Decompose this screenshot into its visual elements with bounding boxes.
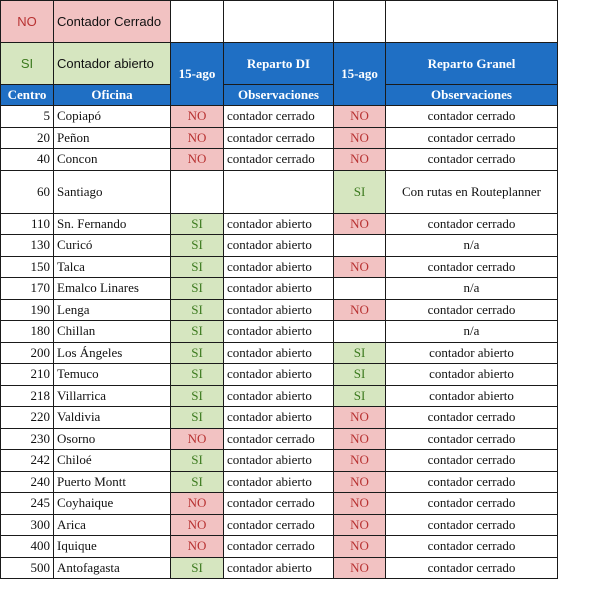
cell-di-observaciones: contador abierto (224, 407, 334, 429)
cell-granel-status (334, 321, 386, 343)
cell-di-status: SI (171, 407, 224, 429)
cell-granel-status: SI (334, 342, 386, 364)
cell-di-status: SI (171, 450, 224, 472)
cell-centro: 60 (1, 170, 54, 213)
cell-oficina: Temuco (54, 364, 171, 386)
cell-di-observaciones: contador cerrado (224, 536, 334, 558)
cell-di-status: SI (171, 364, 224, 386)
cell-granel-status (334, 235, 386, 257)
cell-granel-status: NO (334, 536, 386, 558)
cell-granel-observaciones: contador cerrado (386, 493, 558, 515)
cell-granel-status: NO (334, 471, 386, 493)
cell-oficina: Lenga (54, 299, 171, 321)
table-row (1, 514, 558, 536)
cell-granel-status: NO (334, 514, 386, 536)
cell-di-observaciones: contador abierto (224, 321, 334, 343)
cell-centro: 220 (1, 407, 54, 429)
cell-granel-status: NO (334, 149, 386, 171)
cell-centro: 300 (1, 514, 54, 536)
cell-granel-observaciones: contador cerrado (386, 428, 558, 450)
cell-granel-observaciones: contador cerrado (386, 536, 558, 558)
cell-granel-status: NO (334, 256, 386, 278)
table-row (1, 536, 558, 558)
table-row (1, 364, 558, 386)
empty-cell (386, 1, 558, 43)
cell-di-status: SI (171, 471, 224, 493)
cell-di-observaciones: contador cerrado (224, 149, 334, 171)
cell-di-observaciones: contador cerrado (224, 106, 334, 128)
table-row (1, 149, 558, 171)
cell-oficina: Chillan (54, 321, 171, 343)
table-row (1, 321, 558, 343)
legend-no-label: Contador Cerrado (54, 1, 171, 43)
cell-granel-status: NO (334, 213, 386, 235)
cell-centro: 500 (1, 557, 54, 579)
cell-di-status: SI (171, 557, 224, 579)
cell-granel-observaciones: contador cerrado (386, 256, 558, 278)
cell-granel-status: NO (334, 127, 386, 149)
cell-granel-status (334, 278, 386, 300)
cell-granel-observaciones: n/a (386, 321, 558, 343)
header-reparto-di: Reparto DI (224, 43, 334, 85)
cell-granel-observaciones: contador cerrado (386, 299, 558, 321)
legend-si-code: SI (1, 43, 54, 85)
cell-di-status: SI (171, 385, 224, 407)
header-date-granel: 15-ago (334, 43, 386, 106)
cell-di-status: NO (171, 536, 224, 558)
cell-di-status: SI (171, 321, 224, 343)
header-reparto-granel: Reparto Granel (386, 43, 558, 85)
cell-granel-observaciones: n/a (386, 235, 558, 257)
cell-granel-observaciones: contador abierto (386, 342, 558, 364)
cell-granel-observaciones: Con rutas en Routeplanner (386, 170, 558, 213)
legend-no-code: NO (1, 1, 54, 43)
empty-cell (334, 1, 386, 43)
cell-di-status: SI (171, 342, 224, 364)
legend-row-si (1, 43, 558, 85)
cell-di-status: SI (171, 256, 224, 278)
cell-oficina: Concon (54, 149, 171, 171)
cell-centro: 110 (1, 213, 54, 235)
table-row (1, 428, 558, 450)
cell-di-status: NO (171, 514, 224, 536)
cell-oficina: Curicó (54, 235, 171, 257)
empty-cell (171, 1, 224, 43)
cell-granel-observaciones: contador cerrado (386, 557, 558, 579)
table-row (1, 127, 558, 149)
table-row (1, 235, 558, 257)
table-row (1, 213, 558, 235)
cell-di-observaciones: contador abierto (224, 213, 334, 235)
cell-granel-status: NO (334, 493, 386, 515)
cell-centro: 242 (1, 450, 54, 472)
cell-di-observaciones: contador abierto (224, 235, 334, 257)
cell-di-observaciones: contador abierto (224, 385, 334, 407)
cell-oficina: Chiloé (54, 450, 171, 472)
cell-centro: 190 (1, 299, 54, 321)
cell-granel-status: SI (334, 385, 386, 407)
cell-oficina: Copiapó (54, 106, 171, 128)
column-header-row (1, 85, 558, 106)
table-row (1, 256, 558, 278)
table-row (1, 493, 558, 515)
cell-granel-observaciones: contador abierto (386, 364, 558, 386)
cell-granel-observaciones: contador cerrado (386, 450, 558, 472)
cell-oficina: Iquique (54, 536, 171, 558)
cell-oficina: Santiago (54, 170, 171, 213)
cell-granel-status: NO (334, 557, 386, 579)
cell-granel-observaciones: contador cerrado (386, 127, 558, 149)
cell-di-status: SI (171, 299, 224, 321)
header-observaciones-di: Observaciones (224, 85, 334, 106)
cell-granel-observaciones: contador cerrado (386, 106, 558, 128)
cell-granel-status: SI (334, 364, 386, 386)
cell-granel-status: NO (334, 407, 386, 429)
table-row (1, 385, 558, 407)
cell-di-observaciones: contador abierto (224, 471, 334, 493)
cell-granel-observaciones: contador cerrado (386, 407, 558, 429)
table-row (1, 450, 558, 472)
cell-granel-observaciones: contador abierto (386, 385, 558, 407)
cell-granel-status: NO (334, 106, 386, 128)
table-row (1, 170, 558, 213)
header-date-di: 15-ago (171, 43, 224, 106)
cell-granel-status: NO (334, 428, 386, 450)
cell-granel-observaciones: n/a (386, 278, 558, 300)
cell-di-observaciones: contador abierto (224, 342, 334, 364)
legend-si-label: Contador abierto (54, 43, 171, 85)
header-oficina: Oficina (54, 85, 171, 106)
cell-oficina: Los Ángeles (54, 342, 171, 364)
cell-centro: 245 (1, 493, 54, 515)
cell-centro: 150 (1, 256, 54, 278)
cell-di-observaciones: contador cerrado (224, 127, 334, 149)
cell-di-observaciones: contador cerrado (224, 428, 334, 450)
cell-di-observaciones: contador abierto (224, 299, 334, 321)
cell-oficina: Sn. Fernando (54, 213, 171, 235)
cell-di-observaciones: contador abierto (224, 557, 334, 579)
cell-centro: 170 (1, 278, 54, 300)
cell-di-observaciones: contador cerrado (224, 514, 334, 536)
legend-row-no (1, 1, 558, 43)
cell-oficina: Villarrica (54, 385, 171, 407)
cell-di-status: NO (171, 493, 224, 515)
cell-oficina: Talca (54, 256, 171, 278)
header-centro: Centro (1, 85, 54, 106)
cell-di-status: NO (171, 149, 224, 171)
cell-granel-status: NO (334, 299, 386, 321)
table-row (1, 299, 558, 321)
cell-oficina: Puerto Montt (54, 471, 171, 493)
cell-centro: 230 (1, 428, 54, 450)
table-row (1, 106, 558, 128)
cell-centro: 210 (1, 364, 54, 386)
cell-di-status: SI (171, 235, 224, 257)
cell-centro: 20 (1, 127, 54, 149)
cell-oficina: Osorno (54, 428, 171, 450)
table-row (1, 342, 558, 364)
cell-granel-status: SI (334, 170, 386, 213)
cell-di-observaciones: contador abierto (224, 364, 334, 386)
cell-granel-observaciones: contador cerrado (386, 213, 558, 235)
cell-oficina: Valdivia (54, 407, 171, 429)
cell-di-observaciones: contador abierto (224, 278, 334, 300)
cell-centro: 130 (1, 235, 54, 257)
cell-di-status: NO (171, 106, 224, 128)
cell-di-observaciones: contador abierto (224, 256, 334, 278)
table-row (1, 557, 558, 579)
cell-granel-status: NO (334, 450, 386, 472)
cell-di-status: SI (171, 278, 224, 300)
cell-di-status: SI (171, 213, 224, 235)
cell-oficina: Peñon (54, 127, 171, 149)
cell-oficina: Emalco Linares (54, 278, 171, 300)
cell-granel-observaciones: contador cerrado (386, 471, 558, 493)
table-row (1, 407, 558, 429)
cell-granel-observaciones: contador cerrado (386, 149, 558, 171)
cell-oficina: Antofagasta (54, 557, 171, 579)
cell-di-observaciones (224, 170, 334, 213)
cell-centro: 400 (1, 536, 54, 558)
cell-centro: 240 (1, 471, 54, 493)
empty-cell (224, 1, 334, 43)
cell-granel-observaciones: contador cerrado (386, 514, 558, 536)
cell-di-observaciones: contador abierto (224, 450, 334, 472)
cell-di-status (171, 170, 224, 213)
header-observaciones-granel: Observaciones (386, 85, 558, 106)
cell-centro: 40 (1, 149, 54, 171)
table-row (1, 471, 558, 493)
cell-di-status: NO (171, 127, 224, 149)
cell-di-status: NO (171, 428, 224, 450)
table-row (1, 278, 558, 300)
cell-centro: 5 (1, 106, 54, 128)
cell-di-observaciones: contador cerrado (224, 493, 334, 515)
cell-centro: 218 (1, 385, 54, 407)
cell-centro: 180 (1, 321, 54, 343)
cell-oficina: Coyhaique (54, 493, 171, 515)
cell-centro: 200 (1, 342, 54, 364)
cell-oficina: Arica (54, 514, 171, 536)
